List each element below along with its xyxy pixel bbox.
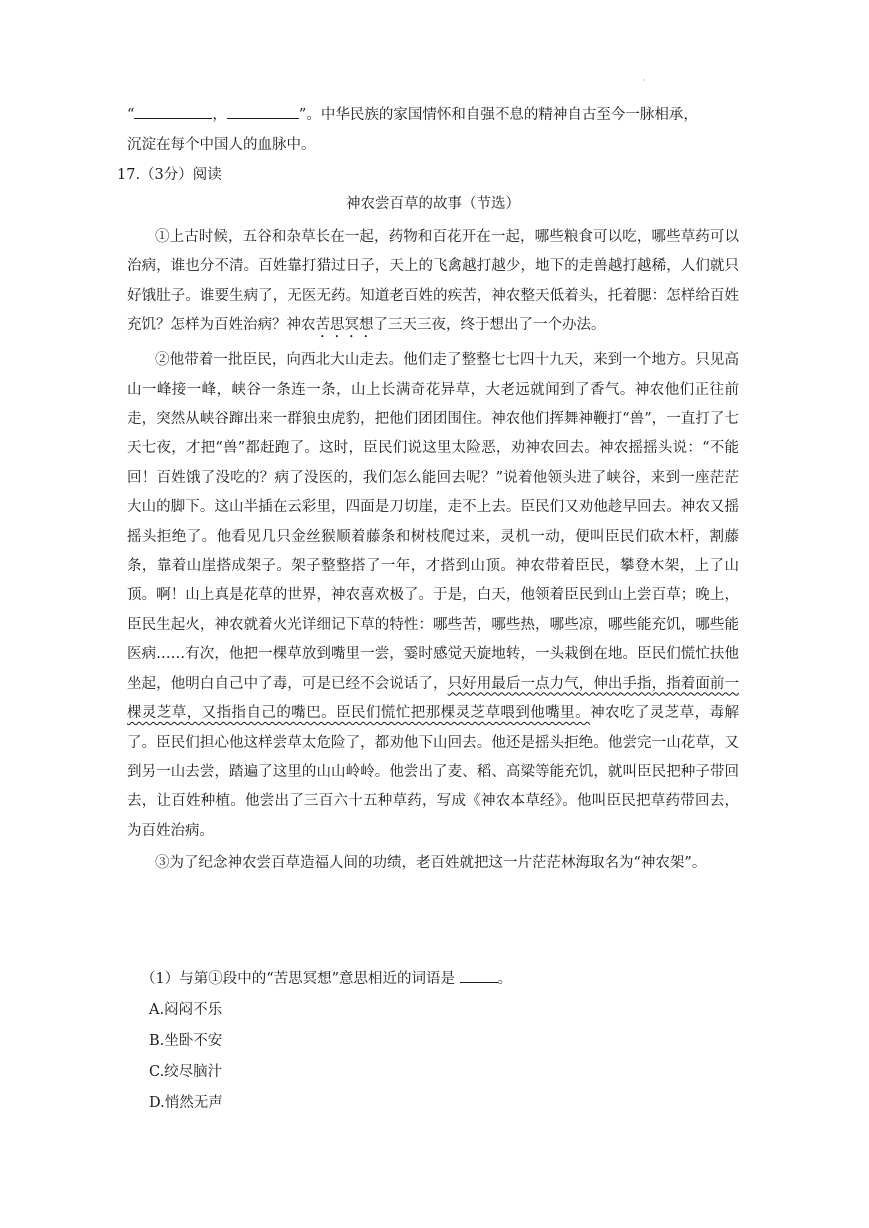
passage-title: 神农尝百草的故事（节选）	[346, 196, 520, 212]
option-a[interactable]: A.闷闷不乐	[149, 1002, 223, 1018]
sub1-answer-blank[interactable]	[460, 966, 498, 983]
q16-tail-line1	[127, 100, 739, 130]
p1-text-after: 了三天三夜，终于想出了一个办法。	[373, 317, 606, 334]
option-c[interactable]: C.绞尽脑汁	[149, 1064, 223, 1080]
sub1-stem-text: （1）与第①段中的“苦思冥想”意思相近的词语是	[141, 971, 456, 987]
q17-header	[117, 160, 729, 190]
sub1-stem	[141, 964, 753, 995]
p2-text-before: ②他带着一批臣民，向西北大山走去。他们走了整整七七四十九天，来到一个地方。只见高山一峰接一峰，峡谷一条连一条，山上长满奇花异草，大老远就闻到了香气。神农他们正往前走，突然从峡谷蹿出来一群狼虫虎豹，把他们团团围住。神农他们挥舞神鞭打“兽”，一直打了七天七夜，才把“兽”都赶跑了。这时，臣民们说这里太险恶，劝神农回去。神农摇摇头说：“不能回！百姓饿了没吃的？病了没医的，我们怎么能回去呢？”说着他领头进了峡谷，来到一座茫茫大山的脚下。这山半插在云彩里，四面是刀切崖，走不上去。臣民们又劝他趁早回去。神农又摇摇头拒绝了。他看见几只金丝猴顺着藤条和树枝爬过来，灵机一动，便叫臣民们砍木杆，割藤条，靠着山崖搭成架子。架子整整搭了一年，才搭到山顶。神农带着臣民，攀登木架，上了山顶。啊！山上真是花草的世界，神农喜欢极了。于是，白天，他领着臣民到山上尝百草；晚上，臣民生起火，神农就着火光详细记下草的特性：哪些苦，哪些热，哪些凉，哪些能充饥，哪些能医病……有次，他把一棵草放到嘴里一尝，霎时感觉天旋地转，一头栽倒在地。臣民们慌忙扶他坐起，他明白自己中了毒，可是已经不会说话了，	[127, 352, 739, 692]
p1-text-before: ①上古时候，五谷和杂草长在一起，药物和百花开在一起，哪些粮食可以吃，哪些草药可以治病，谁也分不清。百姓靠打猎过日子，天上的飞禽越打越少，地下的走兽越打越稀，人们就只好饿肚子。谁要生病了，无医无药。知道老百姓的疾苦，神农整天低着头，托着腮：怎样给百姓充饥？怎样为百姓治病？神农	[127, 229, 739, 334]
page-mark: ·	[643, 76, 646, 85]
q17-header-text: 17.（3分）阅读	[117, 167, 222, 183]
answer-blank-1[interactable]	[134, 102, 212, 119]
blank-comma: ，	[212, 107, 227, 123]
sub-question-1	[141, 964, 753, 1119]
question-body	[127, 100, 739, 160]
q16-tail-line2: 沉淀在每个中国人的血脉中。	[127, 137, 316, 153]
paragraph-3: ③为了纪念神农尝百草造福人间的功绩，老百姓就把这一片茫茫林海取名为“神农架”。	[155, 855, 707, 872]
option-b[interactable]: B.坐卧不安	[149, 1033, 223, 1049]
p2-underlined-sentence: 只好用最后一点力气，伸出手指，指着面前一棵灵芝草，又指指自己的嘴巴。臣民们慌忙把那棵灵芝草喂到他嘴里。	[127, 675, 739, 722]
answer-blank-2[interactable]	[227, 102, 299, 119]
passage	[127, 189, 739, 879]
paragraph-2	[127, 346, 739, 846]
sub1-stem-end: 。	[497, 971, 513, 987]
p1-emphasis: 苦思冥想	[315, 317, 374, 334]
q16-tail-rest: ”。中华民族的家国情怀和自强不息的精神自古至今一脉相承，	[298, 107, 698, 123]
option-d[interactable]: D.悄然无声	[149, 1095, 223, 1111]
paragraph-1	[127, 223, 739, 341]
open-quote: “	[127, 107, 135, 123]
p2-text-after: 神农吃了灵芝草，毒解了。臣民们担心他这样尝草太危险了，都劝他下山回去。他还是摇头拒绝。他尝完一山花草，又到另一山去尝，踏遍了这里的山山岭岭。他尝出了麦、稻、高粱等能充饥，就叫臣民把种子带回去，让百姓种植。他尝出了三百六十五种草药，写成《神农本草经》。他叫臣民把草药带回去，为百姓治病。	[127, 705, 739, 839]
